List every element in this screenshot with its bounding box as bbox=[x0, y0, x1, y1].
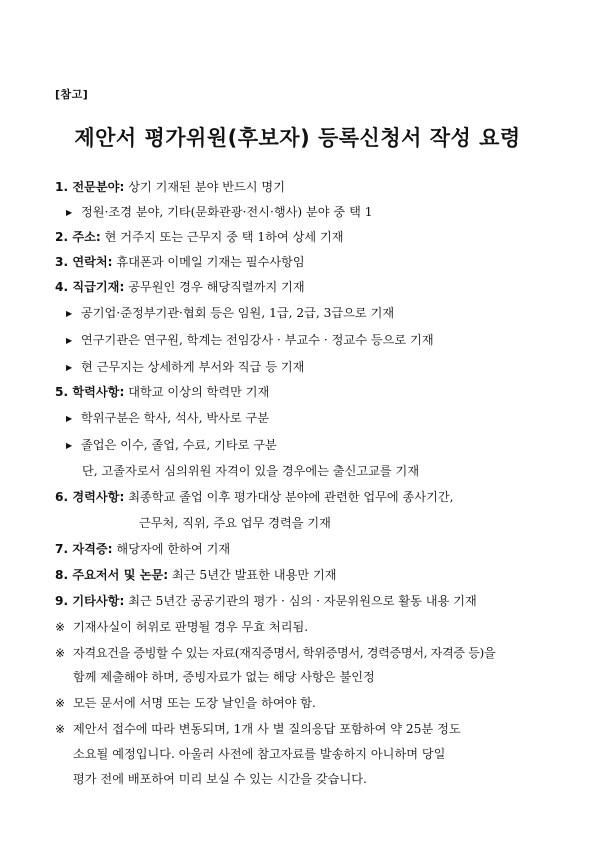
item-number: 3. bbox=[55, 255, 73, 269]
reference-mark-icon: ※ bbox=[55, 646, 65, 660]
sub-item bbox=[66, 359, 304, 376]
item-career bbox=[55, 489, 454, 505]
item-label: 연락처: bbox=[72, 255, 113, 269]
item-text: 대학교 이상의 학력만 기재 bbox=[124, 385, 270, 399]
item-text: 최근 5년간 공공기관의 평가 · 심의 · 자문위원으로 활동 내용 기재 bbox=[124, 594, 477, 608]
note-continuation: 소요될 예정입니다. 아울러 사전에 참고자료를 발송하지 아니하며 당일 bbox=[73, 747, 446, 761]
sub-item-text: 졸업은 이수, 졸업, 수료, 기타로 구분 bbox=[81, 438, 277, 452]
item-label: 학력사항: bbox=[72, 385, 125, 399]
sub-item bbox=[66, 437, 277, 454]
reference-mark-icon: ※ bbox=[55, 722, 66, 736]
item-contact bbox=[55, 254, 305, 270]
note bbox=[55, 619, 308, 635]
note-text: 제안서 접수에 따라 변동되며, 1개 사 별 질의응답 포함하여 약 25분 정도 bbox=[73, 722, 461, 736]
page-title: 제안서 평가위원(후보자) 등록신청서 작성 요령 bbox=[74, 126, 521, 150]
item-number: 7. bbox=[55, 542, 73, 556]
triangle-bullet-icon: ▶ bbox=[66, 309, 73, 318]
item-label: 경력사항: bbox=[72, 490, 125, 504]
item-number: 4. bbox=[55, 280, 73, 294]
sub-item bbox=[66, 332, 434, 349]
note bbox=[55, 721, 461, 737]
item-text: 최근 5년간 발표한 내용만 기재 bbox=[168, 568, 337, 582]
item-position bbox=[55, 279, 305, 295]
item-number: 8. bbox=[55, 568, 73, 582]
item-text: 공무원인 경우 해당직렬까지 기재 bbox=[124, 280, 305, 294]
sub-item bbox=[66, 305, 394, 322]
item-label: 주소: bbox=[72, 230, 101, 244]
reference-tag: [참고] bbox=[55, 88, 89, 101]
sub-item-text: 정원·조경 분야, 기타(문화관광·전시·행사) 분야 중 택 1 bbox=[81, 205, 373, 219]
sub-item-text: 학위구분은 학사, 석사, 박사로 구분 bbox=[81, 411, 270, 425]
note-text: 자격요건을 증빙할 수 있는 자료(재직증명서, 학위증명서, 경력증명서, 자격증 등)을 bbox=[73, 646, 496, 660]
triangle-bullet-icon: ▶ bbox=[66, 414, 73, 423]
item-publications bbox=[55, 567, 337, 583]
triangle-bullet-icon: ▶ bbox=[66, 208, 73, 217]
item-field bbox=[55, 179, 285, 195]
item-label: 주요저서 및 논문: bbox=[72, 568, 169, 582]
item-text: 현 거주지 또는 근무지 중 택 1하여 상세 기재 bbox=[100, 230, 344, 244]
item-number: 6. bbox=[55, 490, 73, 504]
reference-mark-icon: ※ bbox=[55, 620, 66, 634]
sub-item bbox=[66, 204, 372, 221]
continuation-line: 근무처, 직위, 주요 업무 경력을 기재 bbox=[139, 516, 331, 530]
item-number: 9. bbox=[55, 594, 73, 608]
note bbox=[55, 695, 316, 711]
note bbox=[55, 645, 495, 661]
triangle-bullet-icon: ▶ bbox=[66, 363, 73, 372]
sub-item bbox=[66, 410, 269, 427]
item-label: 기타사항: bbox=[72, 594, 125, 608]
item-address bbox=[55, 229, 344, 245]
sub-item-text: 공기업·준정부기관·협회 등은 임원, 1급, 2급, 3급으로 기재 bbox=[81, 306, 395, 320]
note-continuation: 함께 제출해야 하며, 증빙자료가 없는 해당 사항은 불인정 bbox=[73, 670, 375, 684]
sub-item-text: 연구기관은 연구원, 학계는 전임강사 · 부교수 · 정교수 등으로 기재 bbox=[81, 333, 434, 347]
item-number: 2. bbox=[55, 230, 73, 244]
item-label: 직급기재: bbox=[72, 280, 125, 294]
triangle-bullet-icon: ▶ bbox=[66, 336, 73, 345]
item-other bbox=[55, 593, 477, 609]
item-number: 5. bbox=[55, 385, 73, 399]
continuation-line: 단, 고졸자로서 심의위원 자격이 있을 경우에는 출신고교를 기재 bbox=[82, 464, 420, 478]
reference-mark-icon: ※ bbox=[55, 696, 66, 710]
triangle-bullet-icon: ▶ bbox=[66, 441, 73, 450]
item-education bbox=[55, 384, 269, 400]
item-number: 1. bbox=[55, 180, 73, 194]
item-text: 상기 기재된 분야 반드시 명기 bbox=[124, 180, 285, 194]
item-label: 전문분야: bbox=[72, 180, 125, 194]
item-license bbox=[55, 541, 230, 557]
item-text: 최종학교 졸업 이후 평가대상 분야에 관련한 업무에 종사기간, bbox=[124, 490, 454, 504]
note-text: 기재사실이 허위로 판명될 경우 무효 처리됨. bbox=[73, 620, 309, 634]
item-text: 해당자에 한하여 기재 bbox=[112, 542, 231, 556]
item-label: 자격증: bbox=[72, 542, 113, 556]
item-text: 휴대폰과 이메일 기재는 필수사항임 bbox=[112, 255, 305, 269]
note-text: 모든 문서에 서명 또는 도장 날인을 하여야 함. bbox=[73, 696, 316, 710]
note-continuation: 평가 전에 배포하여 미리 보실 수 있는 시간을 갖습니다. bbox=[73, 772, 367, 786]
sub-item-text: 현 근무지는 상세하게 부서와 직급 등 기재 bbox=[81, 360, 305, 374]
